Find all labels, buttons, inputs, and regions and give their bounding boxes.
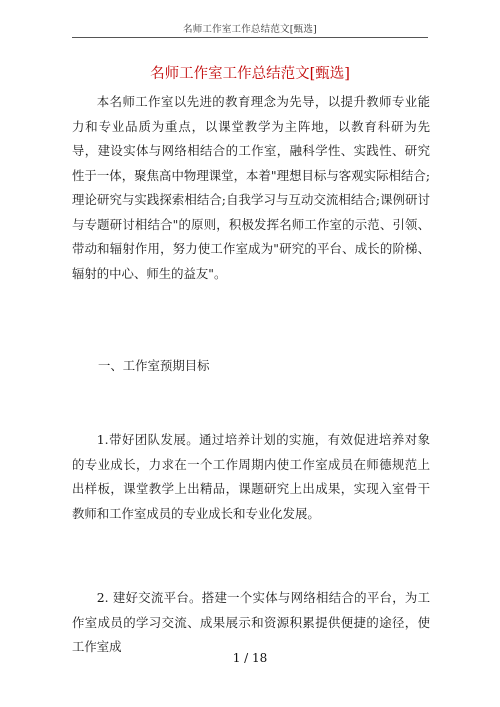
- goal-item-2: 2. 建好交流平台。搭建一个实体与网络相结合的平台，为工作室成员的学习交流、成果展示和资源积累提供便捷的途径，使工作室成: [72, 590, 430, 654]
- page-indicator: 1 / 18: [232, 651, 268, 665]
- section-heading: 一、工作室预期目标: [98, 358, 210, 373]
- goal-item-1: 1.带好团队发展。通过培养计划的实施，有效促进培养对象的专业成长，力求在一个工作周期内使工作室成员在师德规范上出样板，课堂教学上出精品，课题研究上出成果，实现入室骨干教师和工作室成员的专业成长和专业化发展。: [72, 432, 430, 521]
- intro-paragraph: 本名师工作室以先进的教育理念为先导，以提升教师专业能力和专业品质为重点，以课堂教学为主阵地，以教育科研为先导，建设实体与网络相结合的工作室，融科学性、实践性、研究性于一体，聚焦高中物理课堂，本着"理想目标与客观实际相结合;理论研究与实践探索相结合;自我学习与互动交流相结合;课例研讨与专题研讨相结合"的原则，积极发挥名师工作室的示范、引领、带动和辐射作用，努力使工作室成为"研究的平台、成长的阶梯、辐射的中心、师生的益友"。: [72, 94, 430, 281]
- document-title: 名师工作室工作总结范文[甄选]: [150, 66, 350, 82]
- header-divider: [72, 37, 428, 38]
- running-header: 名师工作室工作总结范文[甄选]: [183, 24, 317, 35]
